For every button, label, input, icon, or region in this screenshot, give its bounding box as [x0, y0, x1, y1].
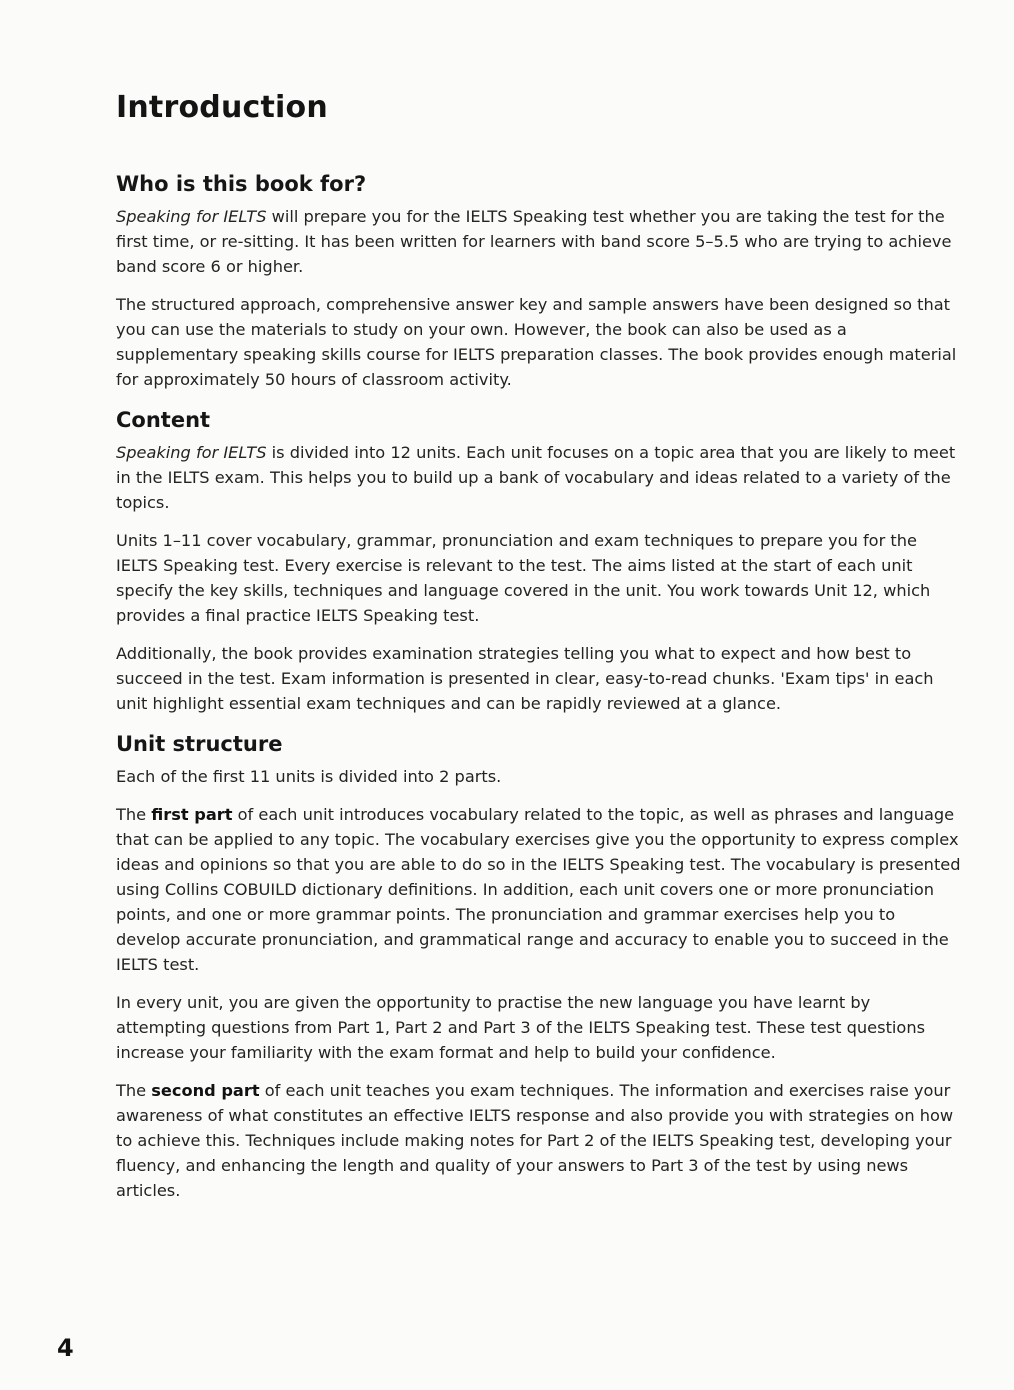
section-heading: Unit structure	[116, 732, 283, 756]
paragraph: Units 1–11 cover vocabulary, grammar, pronunciation and exam techniques to prepare you for the IELTS Speaking test. Every exercise is relevant to the test. The aims listed at the start of each unit specify the key skills, techniques and language covered in the unit. You work towards Unit 12, which provides a final practice IELTS Speaking test.	[116, 531, 931, 625]
paragraph-text: of each unit introduces vocabulary related to the topic, as well as phrases and language that can be applied to any topic. The vocabulary exercises give you the opportunity to express complex ideas and opinions so that you are able to do so in the IELTS Speaking test. The vocabulary is presented using Collins COBUILD dictionary definitions. In addition, each unit covers one or more pronunciation points, and one or more grammar points. The pronunciation and grammar exercises help you to develop accurate pronunciation, and grammatical range and accuracy to enable you to succeed in the IELTS test.	[116, 805, 961, 974]
section-who-is-this-book-for	[116, 170, 964, 392]
paragraph-text: The	[116, 1081, 152, 1100]
paragraph	[116, 440, 964, 515]
book-title: Speaking for IELTS	[116, 443, 267, 462]
section-heading: Content	[116, 408, 211, 432]
paragraph	[116, 1078, 964, 1203]
emphasis: second part	[151, 1081, 260, 1100]
paragraph-text: is divided into 12 units. Each unit focuses on a topic area that you are likely to meet in the IELTS exam. This helps you to build up a bank of vocabulary and ideas related to a variety of the topics.	[116, 443, 956, 512]
emphasis: first part	[151, 805, 233, 824]
paragraph: Each of the first 11 units is divided into 2 parts.	[116, 767, 502, 786]
section-heading: Who is this book for?	[116, 172, 367, 196]
page-number: 4	[57, 1334, 74, 1362]
content-flow	[116, 170, 964, 1203]
paragraph: In every unit, you are given the opportunity to practise the new language you have learnt by attempting questions from Part 1, Part 2 and Part 3 of the IELTS Speaking test. These test questions increase your familiarity with the exam format and help to build your confidence.	[116, 993, 926, 1062]
page-title: Introduction	[116, 90, 328, 125]
paragraph	[116, 204, 964, 279]
section-content	[116, 406, 964, 716]
paragraph-text: will prepare you for the IELTS Speaking test whether you are taking the test for the first time, or re-sitting. It has been written for learners with band score 5–5.5 who are trying to achieve band score 6 or higher.	[116, 207, 952, 276]
paragraph	[116, 802, 964, 977]
paragraph-text: The	[116, 805, 152, 824]
book-title: Speaking for IELTS	[116, 207, 267, 226]
paragraph-text: of each unit teaches you exam techniques. The information and exercises raise your awareness of what constitutes an effective IELTS response and also provide you with strategies on how to achieve this. Techniques include making notes for Part 2 of the IELTS Speaking test, developing your fluency, and enhancing the length and quality of your answers to Part 3 of the test by using news articles.	[116, 1081, 954, 1200]
paragraph: Additionally, the book provides examination strategies telling you what to expect and how best to succeed in the test. Exam information is presented in clear, easy-to-read chunks. 'Exam tips' in each unit highlight essential exam techniques and can be rapidly reviewed at a glance.	[116, 644, 934, 713]
paragraph: The structured approach, comprehensive answer key and sample answers have been designed so that you can use the materials to study on your own. However, the book can also be used as a supplementary speaking skills course for IELTS preparation classes. The book provides enough material for approximately 50 hours of classroom activity.	[116, 295, 957, 389]
section-unit-structure	[116, 730, 964, 1203]
